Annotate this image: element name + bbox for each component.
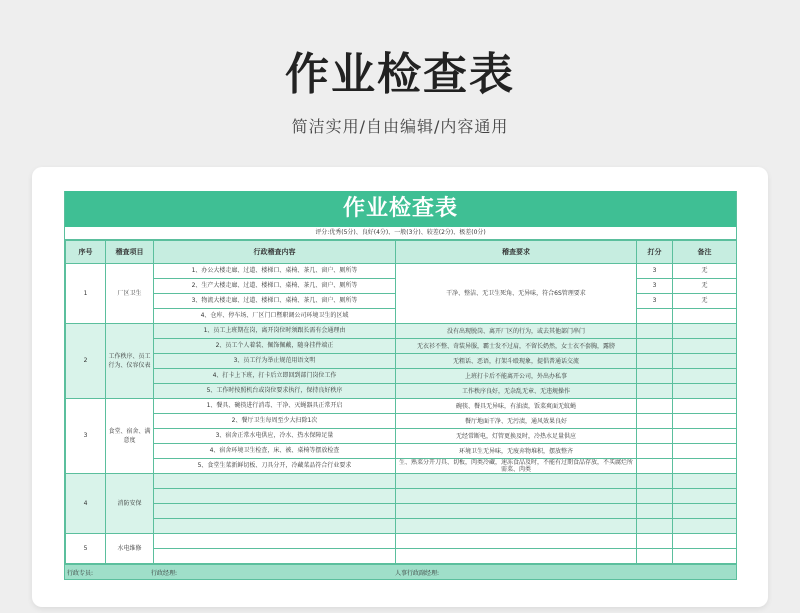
row-number: 3 — [66, 399, 106, 474]
row-number: 5 — [66, 534, 106, 564]
inspection-content[interactable]: 3、宿舍正常水电供应，冷水、热水保障足量 — [154, 429, 396, 444]
score-cell[interactable]: 3 — [637, 279, 673, 294]
inspection-requirement[interactable]: 上班打卡后不能离开公司，外出办私事 — [396, 369, 637, 384]
score-cell[interactable] — [637, 369, 673, 384]
inspection-item: 水电维修 — [106, 534, 154, 564]
remark-cell[interactable]: 无 — [673, 279, 737, 294]
inspection-content[interactable]: 5、食堂生菜新鲜切板、刀具分开，冷藏菜品符合行业要求 — [154, 459, 396, 474]
inspection-requirement[interactable]: 碗筷、餐具无异味，有油渍，饭菜爽面无蚊蝇 — [396, 399, 637, 414]
inspection-content[interactable] — [154, 489, 396, 504]
inspection-requirement[interactable] — [396, 489, 637, 504]
table-row — [66, 384, 737, 399]
table-row — [66, 459, 737, 474]
score-cell[interactable] — [637, 339, 673, 354]
inspection-requirement[interactable]: 无粗话、恶语，打架斗殴现象，提倡普通话交流 — [396, 354, 637, 369]
remark-cell[interactable] — [673, 414, 737, 429]
scoring-scale: 评分:优秀(5分)、良好(4分)、一般(3分)、较差(2分)、极差(0分) — [65, 227, 736, 240]
remark-cell[interactable] — [673, 504, 737, 519]
table-row — [66, 519, 737, 534]
inspection-content[interactable]: 3、物流大楼走廊、过道、楼梯口、桌椅、茶几、窗户、厕所等 — [154, 294, 396, 309]
score-cell[interactable] — [637, 429, 673, 444]
inspection-content[interactable]: 1、员工上班期在岗，离开岗位时须跟长需有会通理由 — [154, 324, 396, 339]
table-row — [66, 534, 737, 549]
inspection-content[interactable]: 1、办公大楼走廊、过道、楼梯口、桌椅、茶几、窗户、厕所等 — [154, 264, 396, 279]
table-row — [66, 324, 737, 339]
table-row — [66, 339, 737, 354]
remark-cell[interactable] — [673, 309, 737, 324]
remark-cell[interactable] — [673, 324, 737, 339]
remark-cell[interactable] — [673, 534, 737, 549]
inspection-requirement[interactable]: 没有出现脱岗、离开厂区的行为，或去其他部门串门 — [396, 324, 637, 339]
inspection-content[interactable]: 3、员工行为举止规范用语文明 — [154, 354, 396, 369]
table-header-row — [66, 241, 737, 264]
table-row — [66, 504, 737, 519]
inspection-content[interactable]: 2、生产大楼走廊、过道、楼梯口、桌椅、茶几、窗户、厕所等 — [154, 279, 396, 294]
table-row — [66, 444, 737, 459]
table-row — [66, 549, 737, 564]
score-cell[interactable] — [637, 504, 673, 519]
inspection-content[interactable]: 1、餐具、碗筷进行消毒、干净、灭蝇器具正常开启 — [154, 399, 396, 414]
inspection-content[interactable] — [154, 534, 396, 549]
table-row — [66, 264, 737, 279]
score-cell[interactable] — [637, 399, 673, 414]
sheet-card — [32, 167, 768, 607]
score-cell[interactable] — [637, 384, 673, 399]
remark-cell[interactable] — [673, 519, 737, 534]
remark-cell[interactable] — [673, 369, 737, 384]
inspection-content[interactable]: 4、仓库、停车场、厂区门口暨职调公司环境卫生的区域 — [154, 309, 396, 324]
score-cell[interactable] — [637, 459, 673, 474]
score-cell[interactable] — [637, 324, 673, 339]
remark-cell[interactable] — [673, 399, 737, 414]
table-row — [66, 369, 737, 384]
column-header: 打分 — [637, 241, 673, 264]
page-subtitle: 简洁实用/自由编辑/内容通用 — [291, 117, 509, 136]
inspection-requirement[interactable] — [396, 519, 637, 534]
inspection-requirement[interactable]: 工作秩序良好，无杂乱无章、无违规操作 — [396, 384, 637, 399]
column-header: 序号 — [66, 241, 106, 264]
footer-clerk: 行政专员: — [67, 570, 94, 577]
remark-cell[interactable] — [673, 489, 737, 504]
remark-cell[interactable] — [673, 474, 737, 489]
score-cell[interactable] — [637, 474, 673, 489]
remark-cell[interactable] — [673, 549, 737, 564]
inspection-sheet — [64, 191, 737, 580]
score-cell[interactable] — [637, 309, 673, 324]
footer-hr-manager: 人事行政副经理: — [395, 570, 440, 577]
table-row — [66, 429, 737, 444]
page-title: 作业检查表 — [285, 49, 515, 100]
inspection-requirement[interactable] — [396, 504, 637, 519]
row-number: 2 — [66, 324, 106, 399]
inspection-content[interactable] — [154, 504, 396, 519]
inspection-content[interactable] — [154, 519, 396, 534]
inspection-content[interactable]: 5、工作时按照机台或岗位要求执行，保持良好秩序 — [154, 384, 396, 399]
inspection-content[interactable]: 2、员工个人着装、佩饰佩戴，随身挂件端正 — [154, 339, 396, 354]
inspection-content[interactable]: 4、打卡上下班，打卡后立即回到部门岗位工作 — [154, 369, 396, 384]
remark-cell[interactable] — [673, 384, 737, 399]
column-header: 备注 — [673, 241, 737, 264]
sheet-title: 作业检查表 — [65, 191, 736, 227]
inspection-item: 工作秩序、员工行为、仪容仪表 — [106, 324, 154, 399]
inspection-requirement[interactable]: 环境卫生无异味，无废弃物堆积，摆放整齐 — [396, 444, 637, 459]
inspection-content[interactable] — [154, 474, 396, 489]
remark-cell[interactable] — [673, 339, 737, 354]
inspection-requirement[interactable]: 生、熟菜分开刀具、切板，肉类冷藏，速冻食品及时，不能有过期食品存放，不买腐烂所需菜、肉类 — [396, 459, 637, 474]
remark-cell[interactable] — [673, 429, 737, 444]
remark-cell[interactable] — [673, 459, 737, 474]
row-number: 1 — [66, 264, 106, 324]
remark-cell[interactable] — [673, 354, 737, 369]
row-number: 4 — [66, 474, 106, 534]
inspection-content[interactable]: 4、宿舍环境卫生检查，床、被、桌椅等摆放检查 — [154, 444, 396, 459]
remark-cell[interactable]: 无 — [673, 264, 737, 279]
table-row — [66, 489, 737, 504]
score-cell[interactable]: 3 — [637, 294, 673, 309]
inspection-table — [65, 240, 737, 564]
inspection-requirement[interactable] — [396, 534, 637, 549]
score-cell[interactable] — [637, 519, 673, 534]
inspection-requirement[interactable]: 无经常断电，灯管更换及时，冷热水足量供应 — [396, 429, 637, 444]
inspection-requirement[interactable]: 干净、整洁、无卫生死角、无异味，符合6S管理要求 — [396, 264, 637, 324]
table-row — [66, 414, 737, 429]
score-cell[interactable] — [637, 354, 673, 369]
inspection-requirement[interactable]: 无衣衫不整、奇装异服，霸士发不过肩，不留长奶然，女士衣不套胸，露膀 — [396, 339, 637, 354]
inspection-item: 食堂、宿舍、满意度 — [106, 399, 154, 474]
inspection-requirement[interactable] — [396, 474, 637, 489]
inspection-requirement[interactable]: 餐厅地面干净、无污渍，通风效果良好 — [396, 414, 637, 429]
remark-cell[interactable]: 无 — [673, 294, 737, 309]
table-row — [66, 354, 737, 369]
footer-manager: 行政经理: — [151, 570, 178, 577]
remark-cell[interactable] — [673, 444, 737, 459]
column-header: 行政稽查内容 — [154, 241, 396, 264]
table-row — [66, 399, 737, 414]
column-header: 稽查要求 — [396, 241, 637, 264]
inspection-item: 消防安保 — [106, 474, 154, 534]
score-cell[interactable] — [637, 444, 673, 459]
table-row — [66, 474, 737, 489]
inspection-requirement[interactable] — [396, 549, 637, 564]
inspection-item: 厂区卫生 — [106, 264, 154, 324]
inspection-content[interactable] — [154, 549, 396, 564]
score-cell[interactable] — [637, 549, 673, 564]
score-cell[interactable] — [637, 414, 673, 429]
signature-footer — [65, 564, 736, 580]
score-cell[interactable] — [637, 489, 673, 504]
score-cell[interactable]: 3 — [637, 264, 673, 279]
inspection-content[interactable]: 2、餐厅卫生每周至少大扫除1次 — [154, 414, 396, 429]
column-header: 稽查项目 — [106, 241, 154, 264]
score-cell[interactable] — [637, 534, 673, 549]
